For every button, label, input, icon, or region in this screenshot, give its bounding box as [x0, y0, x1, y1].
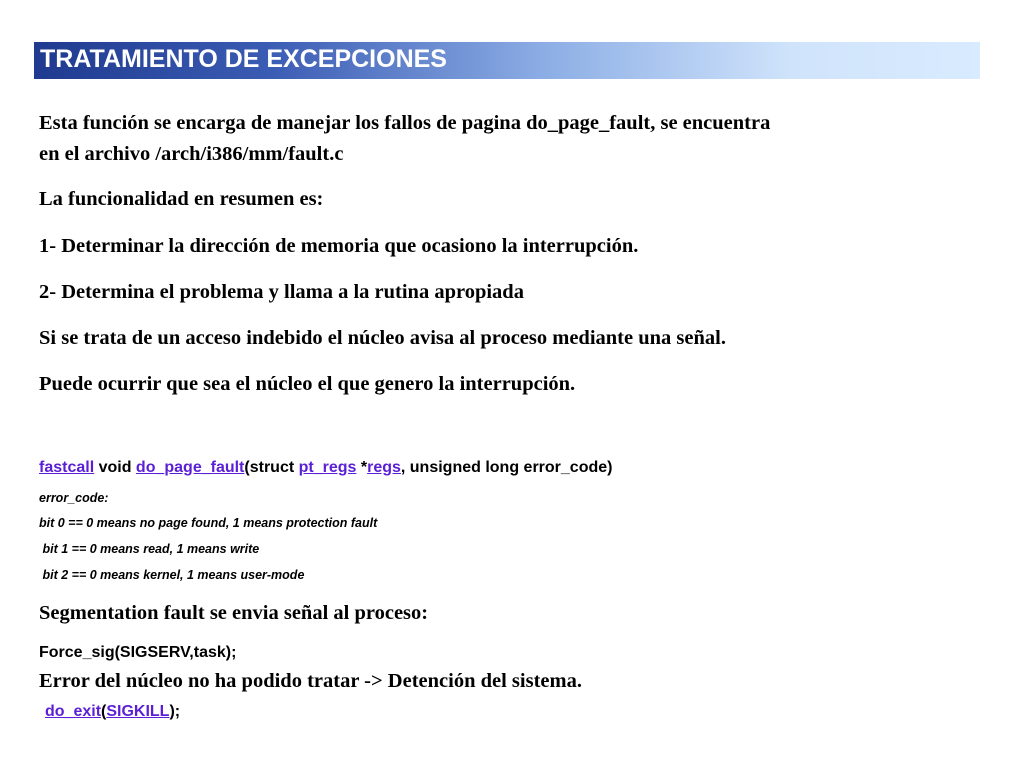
fastcall-link[interactable]: fastcall	[39, 459, 95, 476]
comment-bit-0: bit 0 == 0 means no page found, 1 means protection fault	[39, 516, 378, 530]
paragraph-kernel-error: Error del núcleo no ha podido tratar -> Detención del sistema.	[39, 670, 582, 692]
paragraph-summary-heading: La funcionalidad en resumen es:	[39, 188, 324, 210]
signature-rest: , unsigned long error_code)	[400, 459, 613, 476]
sigkill-link[interactable]: SIGKILL	[106, 703, 170, 720]
comment-bit-2: bit 2 == 0 means kernel, 1 means user-mode	[39, 568, 305, 582]
signature-void: void	[94, 459, 136, 476]
paragraph-intro-line2: en el archivo /arch/i386/mm/fault.c	[39, 143, 344, 165]
comment-bit-1: bit 1 == 0 means read, 1 means write	[39, 542, 260, 556]
signature-struct: (struct	[244, 459, 299, 476]
signature-star: *	[356, 459, 368, 476]
paragraph-kernel-fault: Puede ocurrir que sea el núcleo el que genero la interrupción.	[39, 373, 576, 395]
slide-title: TRATAMIENTO DE EXCEPCIONES	[40, 45, 447, 73]
force-sig-call: Force_sig(SIGSERV,task);	[39, 644, 237, 661]
do-page-fault-link[interactable]: do_page_fault	[135, 459, 245, 476]
function-signature	[39, 459, 612, 477]
do-exit-open-paren: (	[101, 703, 107, 720]
comment-error-code: error_code:	[39, 491, 109, 505]
paragraph-bad-access: Si se trata de un acceso indebido el núcleo avisa al proceso mediante una señal.	[39, 327, 726, 349]
title-bar	[34, 42, 980, 79]
paragraph-segfault: Segmentation fault se envia señal al proceso:	[39, 602, 429, 624]
do-exit-close: );	[169, 703, 181, 720]
paragraph-step-1: 1- Determinar la dirección de memoria que ocasiono la interrupción.	[39, 235, 639, 257]
pt-regs-link[interactable]: pt_regs	[298, 459, 357, 476]
paragraph-intro-line1: Esta función se encarga de manejar los fallos de pagina do_page_fault, se encuentra	[39, 112, 771, 134]
paragraph-step-2: 2- Determina el problema y llama a la rutina apropiada	[39, 281, 524, 303]
do-exit-link[interactable]: do_exit	[45, 703, 102, 720]
regs-link[interactable]: regs	[367, 459, 401, 476]
do-exit-call	[45, 703, 180, 721]
